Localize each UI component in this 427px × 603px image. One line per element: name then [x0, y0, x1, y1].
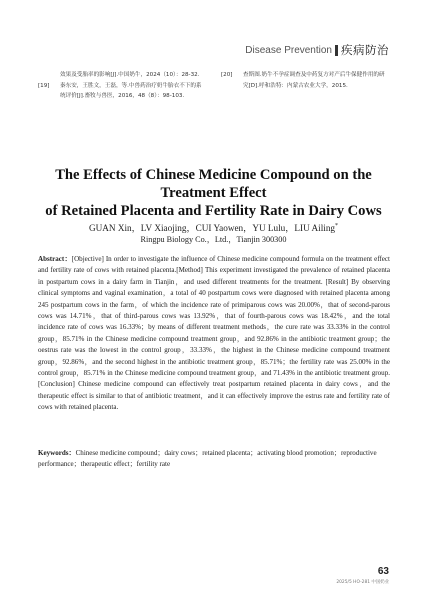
- reference-item: [221, 70, 399, 81]
- paper-title: [30, 166, 397, 220]
- keywords-label: Keywords：: [38, 449, 76, 457]
- section-header: [245, 42, 389, 58]
- reference-column-right: [221, 70, 399, 91]
- keywords: [38, 448, 390, 471]
- reference-item: [38, 91, 216, 102]
- reference-text: 查斯图.奶牛不孕症调查及中药复方对产后牛保健作用的研: [243, 72, 385, 78]
- paper-title-line-1: The Effects of Chinese Medicine Compound on the Treatment Effect: [55, 167, 372, 201]
- footer-note: 2025/5 HO-281 中国奶业: [336, 580, 389, 585]
- section-header-en: Disease Prevention: [245, 44, 332, 56]
- reference-item: [38, 70, 216, 81]
- author-names: GUAN Xin，LV Xiaojing，CUI Yaowen，YU Lulu，LIU Ailing: [88, 223, 336, 233]
- reference-text: 统评价[J].畜牧与兽医，2016，48（8）：98-103.: [60, 93, 185, 99]
- corresponding-author-mark: *: [335, 222, 339, 229]
- keywords-body: Chinese medicine compound；dairy cows；retained placenta；activating blood promotion；reproductive performance；therapeutic effect；fertility rate: [38, 449, 377, 469]
- header-divider-bar: [335, 45, 338, 56]
- reference-text: 究[D].呼和浩特：内蒙古农业大学，2015.: [243, 82, 348, 89]
- abstract: [38, 254, 390, 414]
- reference-text: 秦东安，王胜文，王磊，等.中兽药治疗奶牛胎衣不下的系: [60, 82, 202, 89]
- reference-number: [19]: [38, 82, 50, 89]
- affiliation: Ringpu Biology Co.，Ltd.，Tianjin 300300: [140, 235, 287, 244]
- author-list: [30, 220, 397, 234]
- reference-item: [38, 81, 216, 92]
- abstract-label: Abstract：: [38, 255, 72, 263]
- reference-column-left: [38, 70, 216, 102]
- paper-title-line-2: of Retained Placenta and Fertility Rate in Dairy Cows: [45, 203, 382, 219]
- page-number: 63: [377, 566, 389, 577]
- section-header-zh: 疾病防治: [341, 45, 389, 57]
- reference-text: 效果及受胎率的影响[J].中国奶牛，2024（10）：28-32.: [60, 72, 200, 78]
- reference-item: [221, 81, 399, 92]
- abstract-body: [Objective] In order to investigate the influence of Chinese medicine compound formula on the treatment effect and fertility rate of cows with retained placenta.[Method] This experiment investigated the prevalence of retained placenta in postpartum cows in a dairy farm in Tianjin，and used different treatments for the treatment. [Result] By observing clinical symptoms and vaginal examination，a total of 40 postpartum cows were diagnosed with retained placenta among 245 postpartum cows in the farm，of which the incidence rate of primiparous cows was 20.00%，that of second-parous cows was 14.71%，that of third-parous cows was 13.92%，that of fourth-parous cows was 18.42%，and the total incidence rate of cows was 16.33%；by means of different treatment methods，the cure rate was 33.33% in the control group，85.71% in the Chinese medicine compound treatment group，and 92.86% in the antibiotic treatment group；the oestrus rate was the lowest in the control group，33.33%，the highest in the Chinese medicine compound treatment group，92.86%，and the second highest in the antibiotic treatment group，85.71%；the fertility rate was 25.00% in the control group，85.71% in the Chinese medicine compound treatment group，and 71.43% in the antibiotic treatment group.[Conclusion] Chinese medicine compound can effectively treat postpartum retained placenta in dairy cows，and the therapeutic effect is similar to that of antibiotic treatment，and it can effectively improve the estrus rate and fertility rate of cows with retained placenta.: [38, 255, 390, 412]
- reference-number: [20]: [221, 72, 233, 78]
